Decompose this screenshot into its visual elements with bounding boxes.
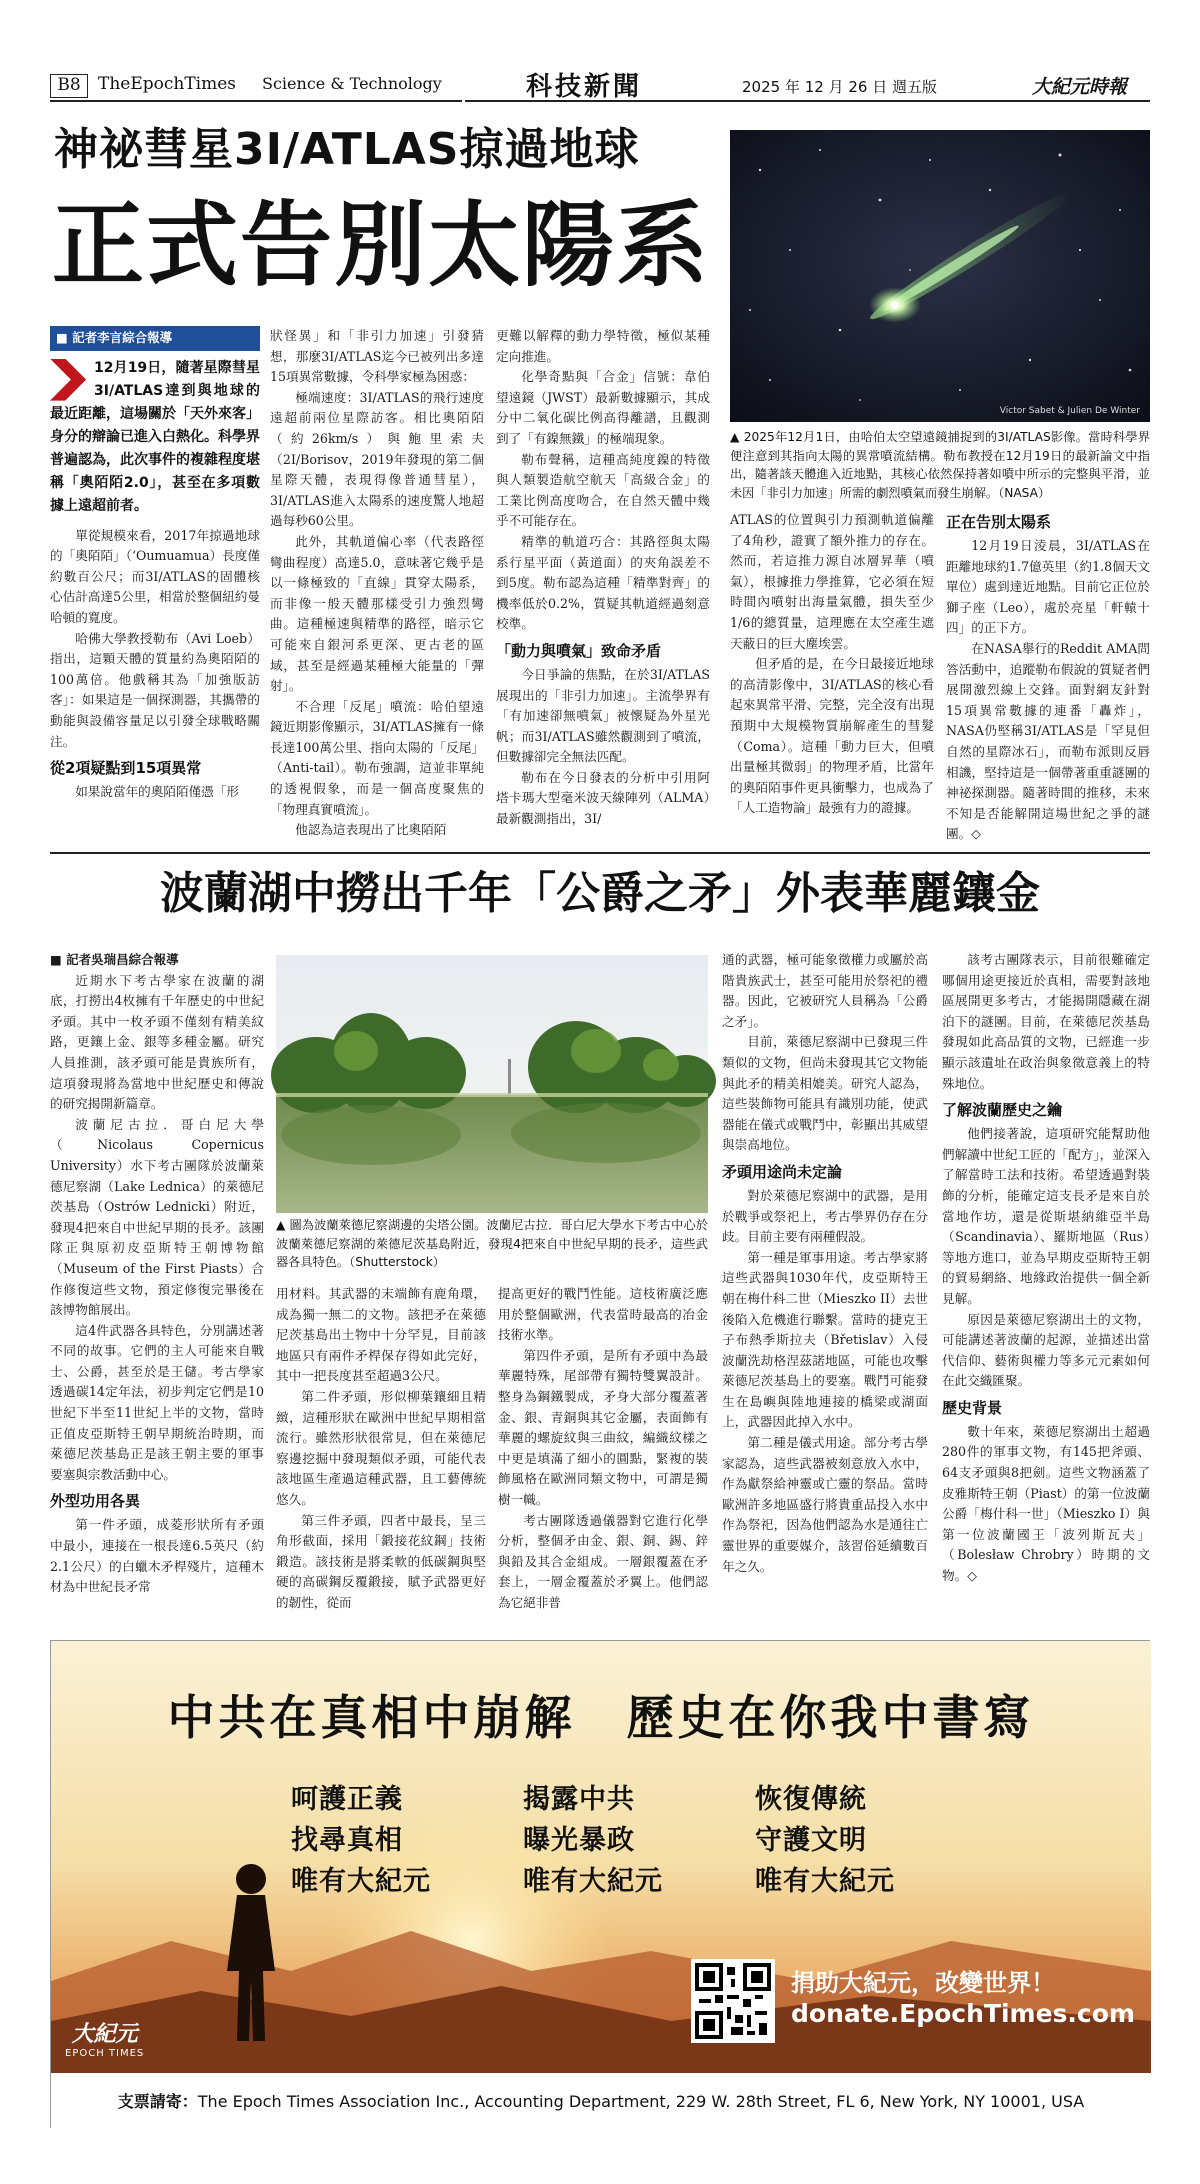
lake-image-svg — [276, 955, 708, 1213]
article-divider — [50, 852, 1150, 854]
article2-column-1: ■ 記者吳瑞昌綜合報導 近期水下考古學家在波蘭的湖底，打撈出4枚擁有千年歷史的中世紀矛頭。其中一枚矛頭不僅刻有精美紋路，更鑲上金、銀等多種金屬。研究人員推測，該矛頭可能是貴族所有，這項發現將為當地中世紀歷史和傳說的研究揭開新篇章。 波蘭尼古拉．哥白尼大學（Nicolaus Copernicus University）水下考古團隊於波蘭萊德尼察湖（Lake Lednica）的萊德尼茨基島（Ostrów Lednicki）附近，發現4把來自中世紀早期的長矛。該團隊正與原初皮亞斯特王朝博物館（Museum of the First Piasts）合作修復這些文物，預定修復完畢後在該博物館展出。 這4件武器各具特色，分別講述著不同的故事。它們的主人可能來自戰士、公爵，甚至於是王儲。考古學家透過碳14定年法，初步判定它們是10世紀下半至11世紀上半的文物，當時正值皮亞斯特王朝早期統治時期，而萊德尼茨基島正是該王朝主要的軍事要塞與宗教活動中心。 外型功用各異 第一件矛頭，成菱形狀所有矛頭中最小，連接在一根長達6.5英尺（約2.1公尺）的白蠟木矛桿殘片，這種木材為中世紀長矛常 — [50, 952, 264, 1595]
article1-column-1: ■ 記者李言綜合報導 12月19日，隨著星際彗星3I/ATLAS達到與地球的最近距離，這場關於「天外來客」身分的辯論已進入白熱化。科學界普遍認為，此次事件的複雜程度堪稱「奧陌陌2.0」，甚至在多項數據上遠超前者。 單從規模來看，2017年掠過地球的「奧陌陌」（ʻOumuamua）長度僅約數百公尺；而3I/ATLAS的固體核心估計高達5公里，相當於整個紐約曼哈頓的寬度。 哈佛大學教授勒布（Avi Loeb）指出，這顆天體的質量約為奧陌陌的100萬倍。他戲稱其為「加強版訪客」：如果這是一個探測器，其攜帶的動能與設備容量足以引發全球戰略關注。 從2項疑點到15項異常 如果說當年的奧陌陌僅憑「形 — [50, 326, 260, 846]
subhead-functions: 外型功用各異 — [50, 1492, 141, 1511]
ad-logo-chinese: 大紀元 — [71, 2021, 138, 2047]
issue-date: 2025 年 12 月 26 日 週五版 — [742, 78, 937, 96]
article2-headline: 波蘭湖中撈出千年「公爵之矛」外表華麗鑲金 — [160, 868, 1040, 919]
article1-column-2: 狀怪異」和「非引力加速」引發猜想，那麼3I/ATLAS迄今已被列出多達15項異常數據，令科學家極為困惑： 極端速度：3I/ATLAS的飛行速度遠超前兩位星際訪客。相比奧陌陌（約26km/s）與鮑里索夫（2I/Borisov，2019年發現的第二個星際天體，表現得像普通彗星），3I/ATLAS進入太陽系的速度驚人地超過每秒60公里。 此外，其軌道偏心率（代表路徑彎曲程度）高達5.0，意味著它幾乎是以一條極致的「直線」貫穿太陽系，而非像一般天體那樣受引力強烈彎曲。這種極速與精準的路徑，暗示它可能來自銀河系更深、更古老的區域，甚至是經過某種極大能量的「彈射」。 不合理「反尾」噴流：哈伯望遠鏡近期影像顯示，3I/ATLAS擁有一條長達100萬公里、指向太陽的「反尾」（Anti-tail）。勒布強調，這並非單純的透視假象，而是一個高度聚焦的「物理真實噴流」。 他認為這表現出了比奧陌陌 — [270, 328, 484, 838]
lake-photo — [276, 955, 708, 1213]
page-number: B8 — [50, 74, 88, 98]
article2-byline: ■ 記者吳瑞昌綜合報導 — [50, 952, 179, 967]
masthead — [50, 68, 1150, 102]
subhead-history-key: 了解波蘭歷史之鑰 — [942, 1101, 1063, 1120]
article1-column-3: 更難以解釋的動力學特徵，極似某種定向推進。 化學奇點與「合金」信號：韋伯望遠鏡（JWST）最新數據顯示，其成分中二氧化碳比例高得離譜，且觀測到了「有鎳無鐵」的極端現象。 勒布聲稱，這種高純度鎳的特徵與人類製造航空航天「高級合金」的工業比例高度吻合，在自然天體中幾乎不可能存在。 精準的軌道巧合：其路徑與太陽系行星平面（黃道面）的夾角誤差不到5度。勒布認為這種「精準對齊」的機率低於0.2%，質疑其軌道經過刻意校準。 「動力與噴氣」致命矛盾 今日爭論的焦點，在於3I/ATLAS展現出的「非引力加速」。主流學界有「有加速卻無噴氣」被懷疑為外星光帆；而3I/ATLAS雖然觀測到了噴流，但數據卻完全無法匹配。 勒布在今日發表的分析中引用阿塔卡瑪大型毫米波天線陣列（ALMA）最新觀測指出，3I/ — [496, 328, 710, 827]
subhead-purpose: 矛頭用途尚未定論 — [722, 1162, 843, 1181]
brand-name: TheEpochTimes — [98, 74, 237, 94]
lead-marker-icon — [50, 359, 88, 401]
comet-image-svg — [730, 130, 1150, 422]
section-english: Science & Technology — [262, 74, 442, 93]
subhead-background: 歷史背景 — [942, 1398, 1003, 1417]
footer-label: 支票請寄： — [117, 2092, 198, 2111]
photo-credit: Victor Sabet & Julien De Winter — [999, 406, 1140, 416]
article1-column-5: 正在告別太陽系 12月19日淩晨，3I/ATLAS在距離地球約1.7億英里（約1.8個天文單位）處到達近地點。目前它正位於獅子座（Leo），處於亮星「軒轅十四」的正下方。 在NASA舉行的Reddit AMA問答活動中，追蹤勒布假說的質疑者們展開激烈線上交鋒。面對網友針對15項異常數據的連番「轟炸」，NASA仍堅稱3I/ATLAS是「罕見但自然的星際冰石」，而勒布派則反唇相譏，堅持這是一個帶著重重謎團的神祕探測器。隨著時間的推移，未來不知是否能解開這場世紀之爭的謎團。◇ — [946, 510, 1150, 846]
article2-column-5: 該考古團隊表示，目前很難確定哪個用途更接近於真相，需要對該地區展開更多考古，才能揭開隱藏在湖泊下的謎團。目前，在萊德尼茨基島發現如此高品質的文物，已經進一步顯示該遺址在政治與象徵意義上的特殊地位。 了解波蘭歷史之鑰 他們接著說，這項研究能幫助他們解讀中世紀工匠的「配方」，並深入了解當時工法和技術。希望透過對裝飾的分析，能確定這支長矛是來自於當地作坊，還是從斯堪納維亞半島（Scandinavia）、羅斯地區（Rus）等地方進口，並為早期皮亞斯特王朝的貿易網絡、地緣政治提供一個全新見解。 原因是萊德尼察湖出土的文物，可能講述著波蘭的起源，並描述出當代信仰、藝術與權力等多元元素如何在此交織匯聚。 歷史背景 數十年來，萊德尼察湖出土超過280件的軍事文物，有145把斧頭、64支矛頭與8把劍。這些文物涵蓋了皮雅斯特王朝（Piast）的第一位波蘭公爵「梅什科一世」（Mieszko I）與第一位波蘭國王「波列斯瓦夫」（Bolesław Chrobry）時期的文物。◇ — [942, 952, 1150, 1584]
article2-column-2: 用材料。其武器的末端飾有鹿角環，成為獨一無二的文物。該把矛在萊德尼茨基島出土物中十分罕見，目前該地區只有兩件矛桿保存得如此完好，其中一把長度甚至超過3公尺。 第二件矛頭，形似柳葉鑲細且精緻，這種形狀在歐洲中世紀早期相當流行。雖然形狀很常見，但在萊德尼察邊挖掘中發現類似矛頭，可能代表該地區生產過這種武器，且工藝傳統悠久。 第三件矛頭，四者中最長，呈三角形截面，採用「鍛接花紋鋼」技術鍛造。該技術是將柔軟的低碳鋼與堅硬的高碳鋼反覆鍛接，賦予武器更好的韌性，從而 — [276, 1286, 486, 1610]
footer-address: The Epoch Times Association Inc., Accounting Department, 229 W. 28th Street, FL 6, New York, NY 10001, USA — [197, 2092, 1085, 2111]
subhead-contradiction: 「動力與噴氣」致命矛盾 — [496, 641, 662, 660]
article2-column-4: 通的武器，極可能象徵權力或屬於高階貴族武士，甚至可能用於祭祀的禮器。因此，它被研究人員稱為「公爵之矛」。 目前，萊德尼察湖中已發現三件類似的文物，但尚未發現其它文物能與此矛的精美相媲美。研究人認為，這些裝飾物可能具有識別功能，使武器能在儀式或戰鬥中，彰顯出其威望與崇高地位。 矛頭用途尚未定論 對於萊德尼察湖中的武器，是用於戰爭或祭祀上，考古學界仍存在分歧。目前主要有兩種假設。 第一種是軍事用途。考古學家將這些武器與1030年代，皮亞斯特王朝在梅什科二世（Mieszko II）去世後陷入危機進行聯繫。當時的捷克王子布熱季斯拉夫（Břetislav）入侵波蘭洗劫格涅茲諾地區，可能也攻擊萊德尼茨基島上的要塞。戰鬥可能發生在島嶼與陸地連接的橋梁或湖面上，武器因此掉入水中。 第二種是儀式用途。部分考古學家認為，這些武器被刻意放入水中，作為獻祭給神靈或亡靈的祭品。當時歐洲許多地區盛行將貴重品投入水中作為祭祀，因為他們認為水是通往亡靈世界的重要媒介，該習俗延續數百年之久。 — [722, 952, 928, 1574]
ad-headline: 中共在真相中崩解 歷史在你我中書寫 — [167, 1691, 1035, 1746]
ad-logo — [65, 2017, 144, 2059]
comet-photo-caption: ▲ 2025年12月1日，由哈伯太空望遠鏡捕捉到的3I/ATLAS影像。當時科學界便注意到其指向太陽的異常噴流結構。勒布教授在12月19日的最新論文中指出，隨著該天體進入近地點，其核心依然保持著如噴中所示的完整與平滑，並未因「非引力加速」所需的劇烈噴氣而發生崩解。（NASA） — [730, 430, 1150, 500]
ad-slogan-2: 揭露中共 曝光暴政 唯有大紀元 — [523, 1784, 663, 1897]
ad-logo-english: EPOCH TIMES — [65, 2048, 145, 2059]
qr-code-icon[interactable] — [691, 1959, 775, 2043]
donate-link[interactable]: donate.EpochTimes.com — [791, 1999, 1135, 2028]
article1-headline-line2: 正式告別太陽系 — [52, 191, 711, 299]
ad-slogan-1: 呵護正義 找尋真相 唯有大紀元 — [291, 1784, 431, 1897]
lake-photo-caption: ▲ 圖為波蘭萊德尼察湖邊的尖塔公園。波蘭尼古拉．哥白尼大學水下考古中心於波蘭萊德尼察湖的萊德尼茨基島附近，發現4把來自中世紀早期的長矛，這些武器各具特色。（Shutterstock） — [276, 1218, 708, 1269]
donate-text: 捐助大紀元，改變世界！ — [791, 1969, 1055, 1997]
article1-byline: ■ 記者李言綜合報導 — [50, 326, 260, 351]
article1-lead: 12月19日，隨著星際彗星3I/ATLAS達到與地球的最近距離，這場關於「天外來客」身分的辯論已進入白熱化。科學界普遍認為，此次事件的複雜程度堪稱「奧陌陌2.0」，甚至在多項數據上遠超前者。 — [50, 359, 260, 514]
article2-column-3: 提高更好的戰鬥性能。這枝術廣泛應用於整個歐洲，代表當時最高的冶金技術水準。 第四件矛頭，是所有矛頭中為最華麗特殊，尾部帶有獨特雙翼設計。整身為鋼鐵製成，矛身大部分覆蓋著金、銀、青銅與其它金屬，表面飾有華麗的螺旋紋與三曲紋，編織紋樣之中更是填滿了細小的圓點，緊複的裝飾風格在歐洲同類文物中，可謂是獨樹一幟。 考古團隊透過儀器對它進行化學分析，整個矛由金、銀、銅、錫、鋅與鉛及其合金組成。一層銀覆蓋在矛套上，一層金覆蓋於矛翼上。他們認為它絕非普 — [498, 1286, 708, 1610]
subhead-anomalies: 從2項疑點到15項異常 — [50, 759, 202, 778]
ad-footer — [51, 2089, 1151, 2112]
comet-photo — [730, 130, 1150, 422]
ad-slogan-3: 恢復傳統 守護文明 唯有大紀元 — [755, 1784, 895, 1897]
subhead-farewell: 正在告別太陽系 — [946, 513, 1052, 531]
article1-headline-line1: 神祕彗星3I/ATLAS掠過地球 — [54, 124, 640, 175]
article1-column-4: ATLAS的位置與引力預測軌道偏離了4角秒，證實了額外推力的存在。然而，若這推力源自冰層昇華（噴氣），根據推力學推算，它必須在短時間內噴射出海量氣體，損失至少1/6的總質量，這理應在太空產生遮天蔽日的巨大塵埃雲。 但矛盾的是，在今日最接近地球的高清影像中，3I/ATLAS的核心看起來異常平滑、完整，完全沒有出現預期中大規模物質崩解產生的彗髮（Coma）。這種「動力巨大，但噴出量極其微弱」的物理矛盾，比當年的奧陌陌事件更具衝擊力，也成為了「人工造物論」最強有力的證據。 — [730, 512, 934, 816]
brand-chinese: 大紀元時報 — [1032, 76, 1128, 98]
section-chinese: 科技新聞 — [526, 72, 643, 102]
donation-ad — [50, 1640, 1150, 2128]
